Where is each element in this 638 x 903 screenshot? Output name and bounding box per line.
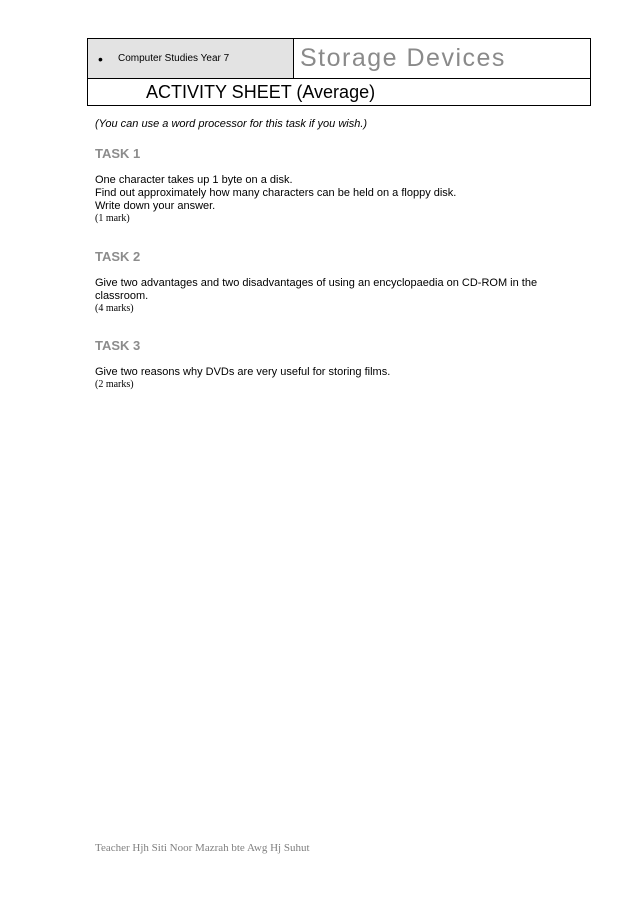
sheet-title-cell	[88, 79, 590, 105]
task-line: Find out approximately how many characters can be held on a floppy disk.	[95, 187, 457, 199]
task-heading: TASK 1	[95, 146, 141, 161]
task-line: One character takes up 1 byte on a disk.	[95, 174, 293, 186]
marks-label: (2 marks)	[95, 379, 134, 390]
task-heading: TASK 2	[95, 249, 141, 264]
topic-cell	[294, 39, 590, 79]
topic-title: Storage Devices	[300, 44, 506, 72]
task-line: Give two advantages and two disadvantages of using an encyclopaedia on CD-ROM in the	[95, 277, 538, 289]
course-cell	[88, 39, 294, 79]
bullet-icon: •	[98, 50, 103, 67]
footer-text: Teacher Hjh Siti Noor Mazrah bte Awg Hj Suhut	[95, 842, 310, 854]
marks-label: (4 marks)	[95, 303, 134, 314]
task-line: Give two reasons why DVDs are very useful for storing films.	[95, 366, 391, 378]
course-label: Computer Studies Year 7	[118, 53, 230, 64]
header-table	[87, 38, 591, 106]
sheet-title: ACTIVITY SHEET (Average)	[146, 81, 376, 102]
marks-label: (1 mark)	[95, 213, 130, 224]
task-3	[95, 338, 555, 390]
task-1	[95, 146, 555, 224]
task-line: Write down your answer.	[95, 200, 216, 212]
task-line: classroom.	[95, 290, 149, 302]
instruction-text: (You can use a word processor for this task if you wish.)	[95, 118, 368, 130]
task-heading: TASK 3	[95, 338, 141, 353]
task-2	[95, 249, 555, 314]
worksheet-content	[95, 118, 555, 390]
